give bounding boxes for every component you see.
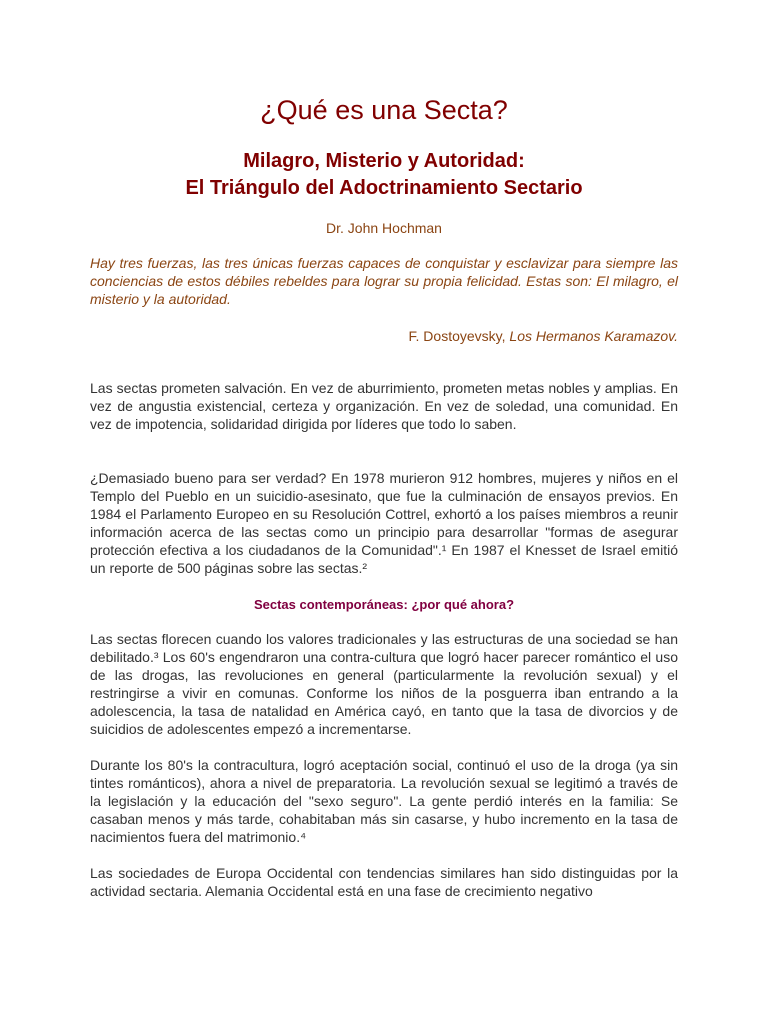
- epigraph-attribution: [90, 327, 678, 345]
- epigraph-author: F. Dostoyevsky,: [408, 328, 506, 344]
- subtitle-line-2: El Triángulo del Adoctrinamiento Sectario: [185, 177, 583, 199]
- epigraph-book: Los Hermanos Karamazov.: [509, 328, 678, 344]
- body-paragraph: Las sectas prometen salvación. En vez de aburrimiento, prometen metas nobles y amplias. En vez de angustia existencial, certeza y organización. En vez de soledad, una comunidad. En vez de impotencia, solidaridad dirigida por líderes que todo lo saben.: [90, 380, 678, 432]
- body-paragraph: ¿Demasiado bueno para ser verdad? En 1978 murieron 912 hombres, mujeres y niños en el Templo del Pueblo en un suicidio-asesinato, que fue la culminación de ensayos previos. En 1984 el Parlamento Europeo en su Resolución Cottrel, exhortó a los países miembros a reunir información acerca de las sectas como un principio para desarrollar "formas de asegurar protección efectiva a los ciudadanos de la Comunidad".¹ En 1987 el Knesset de Israel emitió un reporte de 500 páginas sobre las sectas.²: [90, 470, 678, 576]
- section-heading: Sectas contemporáneas: ¿por qué ahora?: [253, 597, 515, 612]
- epigraph-quote: Hay tres fuerzas, las tres únicas fuerzas capaces de conquistar y esclavizar para siempre las conciencias de estos débiles rebeldes para lograr su propia felicidad. Estas son: El milagro, el misterio y la autoridad.: [90, 255, 678, 307]
- document-subtitle: [90, 148, 678, 202]
- document-title: ¿Qué es una Secta?: [260, 95, 508, 125]
- body-paragraph: Las sectas florecen cuando los valores tradicionales y las estructuras de una sociedad se han debilitado.³ Los 60's engendraron una contra-cultura que logró hacer parecer romántico el uso de las drogas, las revoluciones en general (particularmente la revolución sexual) y el restringirse a vivir en comunas. Conforme los niños de la posguerra iban entrando a la adolescencia, la tasa de natalidad en América cayó, en tanto que la tasa de divorcios y de suicidios de adolescentes empezó a incrementarse.: [90, 631, 678, 737]
- subtitle-line-1: Milagro, Misterio y Autoridad:: [243, 150, 525, 172]
- body-paragraph: Las sociedades de Europa Occidental con tendencias similares han sido distinguidas por la actividad sectaria. Alemania Occidental está en una fase de crecimiento negativo: [90, 865, 678, 899]
- body-paragraph: Durante los 80's la contracultura, logró aceptación social, continuó el uso de la droga (ya sin tintes románticos), ahora a nivel de preparatoria. La revolución sexual se legitimó a través de la legislación y la educación del "sexo seguro". La gente perdió interés en la familia: Se casaban menos y más tarde, cohabitaban más sin casarse, y hubo incremento en la tasa de nacimientos fuera del matrimonio.⁴: [90, 757, 678, 845]
- author-name: Dr. John Hochman: [326, 220, 442, 236]
